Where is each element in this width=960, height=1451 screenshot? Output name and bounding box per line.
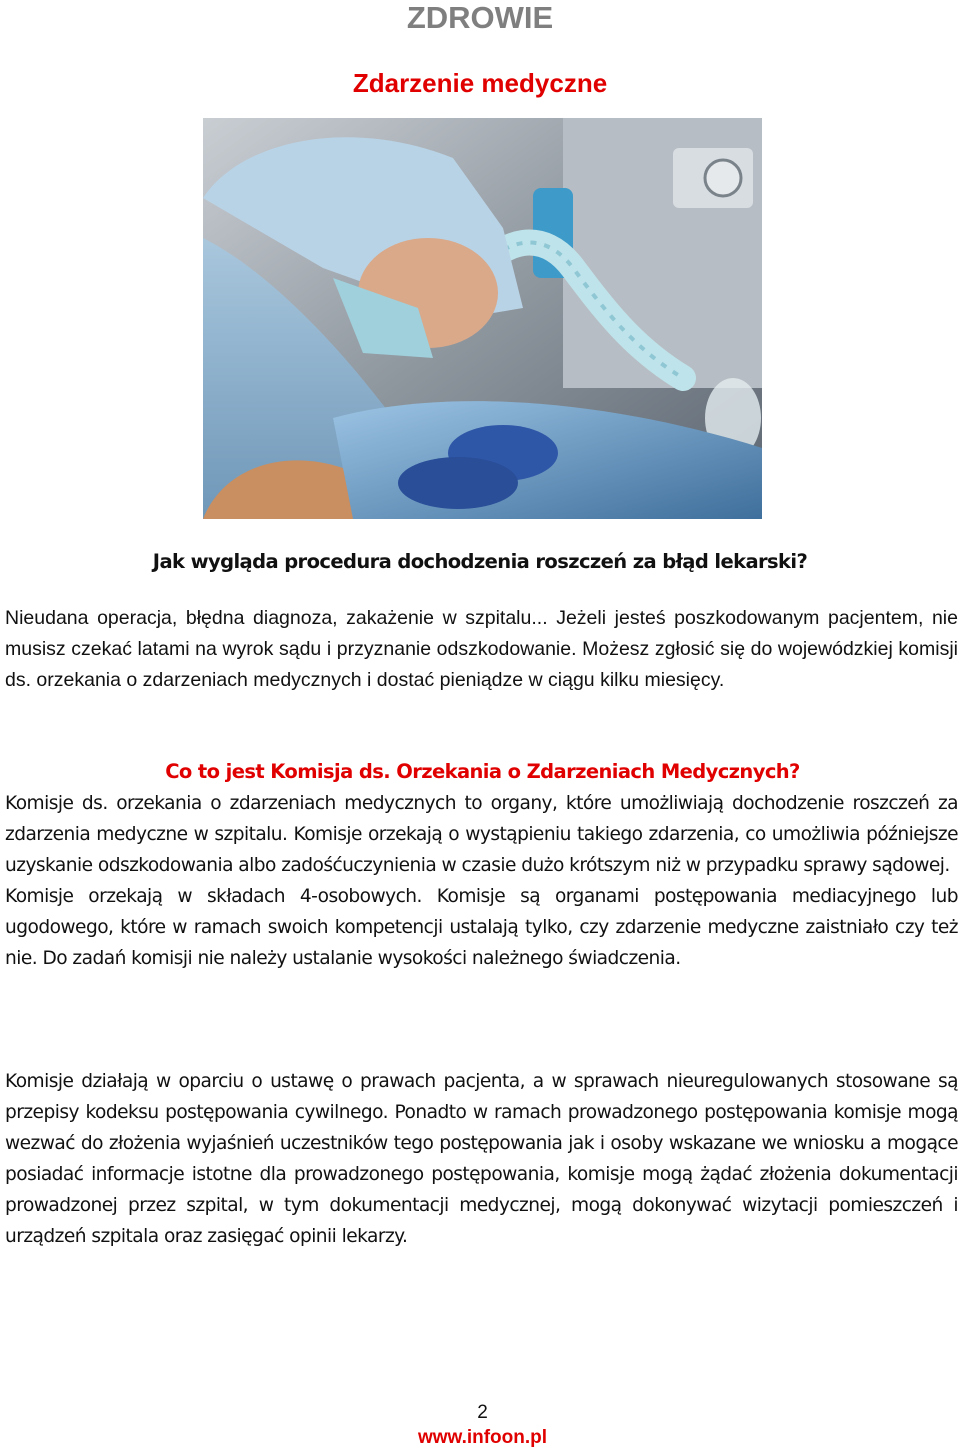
question-heading: Jak wygląda procedura dochodzenia roszczeń za błąd lekarski? bbox=[152, 550, 808, 573]
footer-website-link[interactable]: www.infoon.pl bbox=[417, 1427, 548, 1448]
paragraph-text: Komisje orzekają w składach 4-osobowych. Komisje są organami postępowania mediacyjnego lub ugodowego, które w ramach swoich kompetencji ustalają tylko, czy zdarzenie medyczne zaistniało czy też nie. Do zadań komisji nie należy ustalanie wysokości należnego świadczenia. bbox=[5, 886, 958, 969]
page-number: 2 bbox=[477, 1402, 488, 1423]
article-title: Zdarzenie medyczne bbox=[352, 68, 608, 98]
commission-description bbox=[5, 788, 958, 974]
subheading: Co to jest Komisja ds. Orzekania o Zdarzeniach Medycznych? bbox=[165, 760, 800, 783]
paragraph-text: Komisje ds. orzekania o zdarzeniach medycznych to organy, które umożliwiają dochodzenie roszczeń za zdarzenia medyczne w szpitalu. Komisje orzekają o wystąpieniu takiego zdarzenia, co umożliwia późniejsze uzyskanie odszkodowania albo zadośćuczynienia w czasie dużo krótszym niż w przypadku sprawy sądowej. bbox=[5, 793, 958, 876]
legal-basis-paragraph: Komisje działają w oparciu o ustawę o prawach pacjenta, a w sprawach nieuregulowanych stosowane są przepisy kodeksu postępowania cywilnego. Ponadto w ramach prowadzonego postępowania komisje mogą wezwać do złożenia wyjaśnień uczestników tego postępowania jak i osoby wskazane we wniosku a mogące posiadać informacje istotne dla prowadzonego postępowania, komisje mogą żądać złożenia dokumentacji prowadzonej przez szpital, w tym dokumentacji medycznej, mogą dokonywać wizytacji pomieszczeń i urządzeń szpitala oraz zasięgać opinii lekarzy. bbox=[5, 1071, 958, 1247]
intro-paragraph: Nieudana operacja, błędna diagnoza, zakażenie w szpitalu... Jeżeli jesteś poszkodowanym pacjentem, nie musisz czekać latami na wyrok sądu i przyznanie odszkodowanie. Możesz zgłosić się do wojewódzkiej komisji ds. orzekania o zdarzeniach medycznych i dostać pieniądze w ciągu kilku miesięcy. bbox=[5, 607, 958, 691]
surgeon-photo bbox=[203, 118, 762, 519]
section-header: ZDROWIE bbox=[406, 0, 554, 35]
